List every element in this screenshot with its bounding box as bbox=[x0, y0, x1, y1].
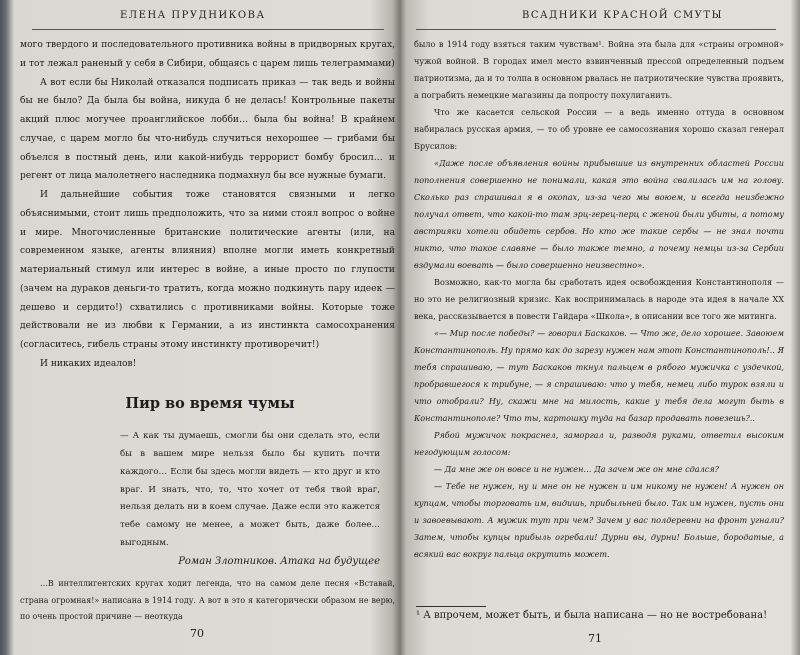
running-head: ЕЛЕНА ПРУДНИКОВА bbox=[120, 10, 266, 21]
paragraph: было в 1914 году взяться таким чувствам¹. Война эта была для «страны огромной» чужой войной. В городах имел место взвинченный прессой определенный подъем патриотизма, да и то толпа в основном рвалась не патриотические чувства проявить, а пограбить немецкие магазины да попросту похулиганить. bbox=[414, 39, 784, 100]
footnote: ¹ А впрочем, может быть, и была написана — но не востребована! bbox=[416, 610, 768, 621]
paragraph: …В интеллигентских кругах ходит легенда, что на самом деле песня «Вставай, страна огромная!» написана в 1914 году. А вот в это я категорически образом не верю, по очень простой причине — неоткуда bbox=[20, 579, 395, 622]
page-body bbox=[414, 36, 784, 563]
paragraph: И дальнейшие события тоже становятся связными и легко объяснимыми, стоит лишь предположить, что за ними стоял вопрос о войне и мире. Многочисленные британские политические агенты (или, на современном языке, агенты влияния) вполне могли иметь конкретный материальный стимул или интерес в войне, а иные просто по глупости (зачем на дураков деньги-то тратить, когда можно подкинуть пару идеек — дешево и сердито!) схватились с противниками войны. Которые тоже действовали не из любви к Германии, а из инстинкта самосохранения (согласитесь, гибель страны этому инстинкту противоречит!) bbox=[20, 190, 395, 350]
paragraph: И никаких идеалов! bbox=[40, 358, 137, 369]
paragraph: мого твердого и последовательного противника войны в придворных кругах, и тот лежал раненый у себя в Сибири, общаясь с царем лишь телеграммами) bbox=[20, 40, 395, 69]
header-rule bbox=[416, 29, 776, 30]
page-number: 70 bbox=[190, 627, 204, 640]
running-head: ВСАДНИКИ КРАСНОЙ СМУТЫ bbox=[522, 10, 723, 21]
footnote-rule bbox=[416, 606, 486, 607]
quote: — Тебе не нужен, ну и мне он не нужен и им никому не нужен! А нужен он купцам, чтобы торговать им, видишь, прибыльней было. Так им нужен, пусть они и завоевывают. А мужик тут при чем? Зачем у вас полдеревни на фронт угнали? Затем, чтобы купцы прибыль огребали! Дурни вы, дурни! Больше, бородатые, а всякий вас вокруг пальца окрутить может. bbox=[414, 481, 784, 559]
epigraph bbox=[120, 428, 380, 571]
quote: «— Мир после победы? — говорил Баскаков. — Что же, дело хорошее. Завоюем Константинополь. Ну прямо как до зарезу нужен нам этот Константинополь!.. Я тебя спрашиваю, — тут Баскаков ткнул пальцем в рябого мужичка с уздечкой, пробравшегося к трибуне, — я спрашиваю: что у тебя, немец либо турок взяли и что отобрали? Ну, скажи мне на милость, какие у тебя дела могут быть в Константинополе? Что ты, картошку туда на базар продавать повезешь?.. bbox=[414, 328, 784, 423]
quote: — Да мне же он вовсе и не нужен… Да зачем же он мне сдался? bbox=[434, 464, 720, 474]
header-rule bbox=[32, 29, 384, 30]
page-body bbox=[20, 36, 395, 374]
epigraph-text: — А как ты думаешь, смогли бы они сделать это, если бы в вашем мире нельзя было бы купить почти каждого… Если бы здесь могли видеть — кто друг и кто враг. И знать, что, то, что хочет от тебя твой враг, нельзя делать ни в коем случае. Даже если это кажется тебе самому не менее, а может быть, даже более… выгодным. bbox=[120, 431, 380, 549]
paragraph: Возможно, как-то могла бы сработать идея освобождения Константинополя — но это не религиозный кризис. Как воспринималась в народе эта идея в начале XX века, рассказывается в повести Гайдара «Школа», в описании все того же митинга. bbox=[414, 277, 784, 321]
paragraph: Что же касается сельской России — а ведь именно оттуда в основном набиралась русская армия, — то об уровне ее самосознания хорошо сказал генерал Брусилов: bbox=[414, 107, 784, 151]
quote: «Даже после объявления войны прибывшие из внутренних областей России пополнения совершенно не понимали, какая это война свалилась им на голову. Сколько раз спрашивал я в окопах, из-за чего мы воюем, и всегда неизбежно получал ответ, что какой-то там эрц-герец-перц с женой были убиты, а потому австрияки хотели обидеть сербов. Но кто же такие сербы — не знал почти никто, что такое славяне — было также темно, а почему немцы из-за Сербии вздумали воевать — было совершенно неизвестно». bbox=[414, 158, 784, 270]
section-heading: Пир во время чумы bbox=[125, 395, 295, 412]
page-number: 71 bbox=[588, 632, 602, 645]
epigraph-source: Роман Злотников. Атака на будущее bbox=[178, 555, 380, 567]
left-page bbox=[10, 0, 395, 655]
paragraph: А вот если бы Николай отказался подписать приказ — так ведь и войны бы не было? Да была бы война, никуда б не делась! Контрольные пакеты акций плюс могучее проанглийское лобби… была бы война! В крайнем случае, с царем могло бы что-нибудь случиться нехорошее — грибами бы объелся в постный день, или какой-нибудь террорист бомбу бросил… и регент от лица малолетнего наследника подмахнул бы все нужные бумаги. bbox=[20, 77, 395, 182]
quote: Рябой мужичок покраснел, заморгал и, разводя руками, ответил высоким негодующим голосом: bbox=[414, 430, 784, 457]
right-page bbox=[404, 0, 790, 655]
